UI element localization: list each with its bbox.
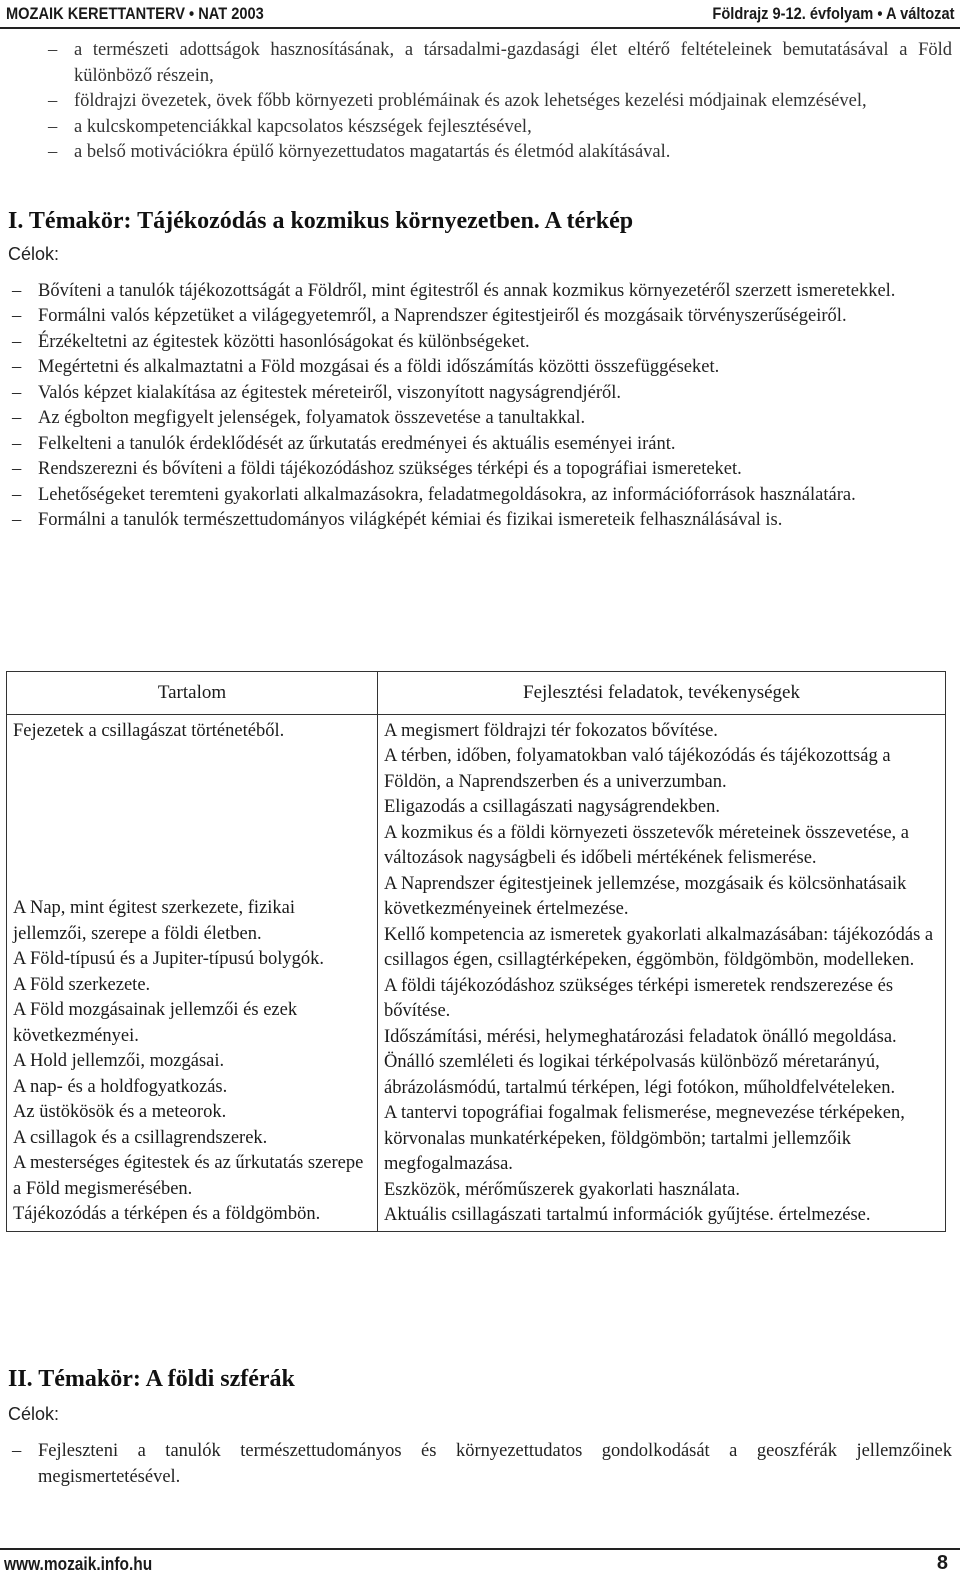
task-item: A földi tájékozódáshoz szükséges térképi ismeretek rendszerezése és bővítése. <box>384 975 894 1021</box>
content-item: Tájékozódás a térképen és a földgömbön. <box>13 1204 321 1224</box>
goal-item: – Lehetőségeket teremteni gyakorlati alkalmazásokra, feladatmegoldásokra, az információforrások használatára. <box>8 483 952 509</box>
content-item: A Nap, mint égitest szerkezete, fizikai jellemzői, szerepe a földi életben. <box>13 898 296 944</box>
content-item: A Föld-típusú és a Jupiter-típusú bolygók. <box>13 949 325 969</box>
task-item: A Naprendszer égitestjeinek jellemzése, mozgásaik és kölcsönhatásaik következményeinek értelmezése. <box>384 873 907 919</box>
goal-item: – Az égbolton megfigyelt jelenségek, folyamatok összevetése a tanultakkal. <box>8 406 952 432</box>
task-item: Kellő kompetencia az ismeretek gyakorlati alkalmazásában: tájékozódás a csillagos égen, csillagtérképeken, éggömbön, földgömbön, modelleken. <box>384 924 934 970</box>
table-header-tasks: Fejlesztési feladatok, tevékenységek <box>378 672 946 715</box>
goal-item: – Megértetni és alkalmaztatni a Föld mozgásai és a földi időszámítás közötti összefüggéseket. <box>8 355 952 381</box>
task-item: Időszámítási, mérési, helymeghatározási feladatok önálló megoldása. <box>384 1026 897 1047</box>
content-cell <box>7 714 378 1231</box>
intro-item: – a kulcskompetenciákkal kapcsolatos készségek fejlesztésével, <box>8 115 952 141</box>
header-rule <box>0 27 960 29</box>
content-table-wrapper <box>6 671 946 1232</box>
table-header-content: Tartalom <box>7 672 378 715</box>
header-series-title: MOZAIK KERETTANTERV • NAT 2003 <box>6 4 264 23</box>
content-item: A csillagok és a csillagrendszerek. <box>13 1127 268 1148</box>
content-item: Az üstökösök és a meteorok. <box>13 1102 227 1122</box>
intro-item: – földrajzi övezetek, övek főbb környezeti problémáinak és azok lehetséges kezelési módjainak elemzésével, <box>8 89 952 115</box>
task-item: Aktuális csillagászati tartalmú információk gyűjtése. értelmezése. <box>384 1205 871 1225</box>
footer-rule <box>0 1548 960 1550</box>
section-1-goals-heading: Célok: <box>8 243 60 264</box>
page-header <box>0 0 960 28</box>
section-1-title: I. Témakör: Tájékozódás a kozmikus környezetben. A térkép <box>8 207 634 234</box>
task-item: Eligazodás a csillagászati nagyságrendekben. <box>384 797 720 817</box>
section-1-goals-list <box>8 279 952 534</box>
intro-list <box>8 38 952 166</box>
goal-item: – Felkelteni a tanulók érdeklődését az űrkutatás eredményei és aktuális eseményei iránt. <box>8 432 952 458</box>
goal-item: – Érzékeltetni az égitestek közötti hasonlóságokat és különbségeket. <box>8 330 952 356</box>
content-item: A Hold jellemzői, mozgásai. <box>13 1051 225 1071</box>
goal-item: – Formálni valós képzetüket a világegyetemről, a Naprendszer égitestjeiről és mozgásaik törvényszerűségeiről. <box>8 304 952 330</box>
page-content <box>8 38 952 534</box>
task-item: Önálló szemléleti és logikai térképolvasás különböző méretarányú, ábrázolásmódú, tartalmú térképen, légi fotókon, műholdfelvételeken. <box>384 1052 896 1098</box>
footer-url[interactable]: www.mozaik.info.hu <box>4 1554 153 1574</box>
task-item: A megismert földrajzi tér fokozatos bővítése. <box>384 720 718 741</box>
section-2-goals-list <box>8 1439 952 1490</box>
goal-item: – Bővíteni a tanulók tájékozottságát a Földről, mint égitestről és annak kozmikus környezetéről szerzett ismeretekkel. <box>8 279 952 305</box>
content-table <box>6 671 946 1232</box>
intro-item: – a belső motivációkra épülő környezettudatos magatartás és életmód alakításával. <box>8 140 952 166</box>
content-chapter: Fejezetek a csillagászat történetéből. <box>13 720 285 741</box>
task-item: A tantervi topográfiai fogalmak felismerése, megnevezése térképeken, körvonalas munkatérképeken, földgömbön; tartalmi jellemzőik megfogalmazása. <box>384 1103 905 1174</box>
goal-item: – Valós képzet kialakítása az égitestek méreteiről, viszonyított nagyságrendjéről. <box>8 381 952 407</box>
page-footer <box>0 1548 960 1584</box>
content-item: A Föld szerkezete. <box>13 974 151 995</box>
table-row <box>7 714 946 1231</box>
section-2-goals-heading: Célok: <box>8 1404 60 1424</box>
section-2 <box>8 1364 952 1490</box>
content-item: A Föld mozgásainak jellemzői és ezek következményei. <box>13 1000 298 1046</box>
content-item: A mesterséges égitestek és az űrkutatás szerepe a Föld megismerésében. <box>13 1153 364 1199</box>
task-item: A térben, időben, folyamatokban való tájékozódás és tájékozottság a Földön, a Naprendszerben és a univerzumban. <box>384 746 891 792</box>
goal-item: – Rendszerezni és bővíteni a földi tájékozódáshoz szükséges térképi és a topográfiai ismereteket. <box>8 457 952 483</box>
content-item: A nap- és a holdfogyatkozás. <box>13 1076 228 1097</box>
goal-item: – Fejleszteni a tanulók természettudományos és környezettudatos gondolkodását a geoszférák jellemzőinek megismertetésével. <box>8 1439 952 1490</box>
task-item: A kozmikus és a földi környezeti összetevők méreteinek összevetése, a változások nagyságbeli és időbeli mértékének felismerése. <box>384 822 910 868</box>
goal-item: – Formálni a tanulók természettudományos világképét kémiai és fizikai ismereteik felhasználásával is. <box>8 508 952 534</box>
task-item: Eszközök, mérőműszerek gyakorlati használata. <box>384 1179 740 1200</box>
section-2-title: II. Témakör: A földi szférák <box>8 1366 295 1392</box>
intro-item: – a természeti adottságok hasznosításának, a társadalmi-gazdasági élet eltérő feltételeinek bemutatásával a Föld különböző részein, <box>8 38 952 89</box>
header-subject-title: Földrajz 9-12. évfolyam • A változat <box>711 4 954 23</box>
page-number: 8 <box>936 1552 948 1574</box>
tasks-cell <box>378 714 946 1231</box>
